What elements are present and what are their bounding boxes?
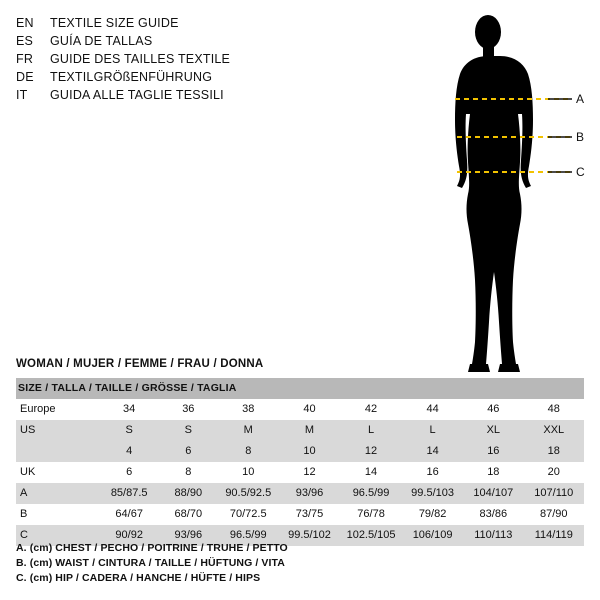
- table-cell: 90.5/92.5: [217, 483, 279, 504]
- table-cell: S: [159, 420, 217, 441]
- language-row: [16, 86, 346, 104]
- row-label: A: [16, 483, 99, 504]
- table-cell: 4: [99, 441, 159, 462]
- measure-label-c: C: [576, 165, 585, 179]
- table-cell: 8: [159, 462, 217, 483]
- table-cell: 36: [159, 399, 217, 420]
- table-cell: 107/110: [524, 483, 584, 504]
- table-cell: S: [99, 420, 159, 441]
- table-cell: 14: [402, 441, 463, 462]
- row-label: C: [16, 525, 99, 546]
- table-cell: 106/109: [402, 525, 463, 546]
- table-cell: 99.5/102: [279, 525, 340, 546]
- row-label: UK: [16, 462, 99, 483]
- table-cell: 64/67: [99, 504, 159, 525]
- table-row: [16, 462, 584, 483]
- table-row: [16, 420, 584, 441]
- table-band-label: SIZE / TALLA / TAILLE / GRÖSSE / TAGLIA: [16, 378, 584, 399]
- figure-area: [400, 8, 600, 378]
- measure-label-a: A: [576, 92, 585, 106]
- row-label: US: [16, 420, 99, 441]
- table-cell: 93/96: [279, 483, 340, 504]
- language-title: GUIDE DES TAILLES TEXTILE: [50, 52, 231, 66]
- language-header: [16, 14, 346, 104]
- table-cell: 12: [340, 441, 402, 462]
- table-cell: 87/90: [524, 504, 584, 525]
- table-cell: 10: [217, 462, 279, 483]
- table-row: [16, 441, 584, 462]
- table-cell: 102.5/105: [340, 525, 402, 546]
- row-label: B: [16, 504, 99, 525]
- table-cell: XL: [463, 420, 523, 441]
- language-title: TEXTILE SIZE GUIDE: [50, 16, 179, 30]
- table-cell: 85/87.5: [99, 483, 159, 504]
- table-band-row: [16, 378, 584, 399]
- table-cell: 16: [463, 441, 523, 462]
- language-title: GUIDA ALLE TAGLIE TESSILI: [50, 88, 224, 102]
- table-cell: XXL: [524, 420, 584, 441]
- footnote-a: A. (cm) CHEST / PECHO / POITRINE / TRUHE / PETTO: [16, 542, 288, 554]
- table-cell: 12: [279, 462, 340, 483]
- table-cell: 114/119: [524, 525, 584, 546]
- table-cell: 18: [524, 441, 584, 462]
- table-cell: 6: [99, 462, 159, 483]
- table-cell: 99.5/103: [402, 483, 463, 504]
- table-cell: 104/107: [463, 483, 523, 504]
- language-code: IT: [16, 88, 28, 102]
- table-cell: M: [279, 420, 340, 441]
- table-cell: 83/86: [463, 504, 523, 525]
- language-code: DE: [16, 70, 34, 84]
- table-cell: 44: [402, 399, 463, 420]
- table-cell: 8: [217, 441, 279, 462]
- table-cell: 38: [217, 399, 279, 420]
- table-cell: 76/78: [340, 504, 402, 525]
- table-cell: 79/82: [402, 504, 463, 525]
- table-cell: 90/92: [99, 525, 159, 546]
- table-group-title: WOMAN / MUJER / FEMME / FRAU / DONNA: [16, 358, 264, 370]
- table-cell: M: [217, 420, 279, 441]
- table-cell: 6: [159, 441, 217, 462]
- table-cell: L: [340, 420, 402, 441]
- row-label: Europe: [16, 399, 99, 420]
- table-cell: 40: [279, 399, 340, 420]
- table-row: [16, 504, 584, 525]
- language-row: [16, 50, 346, 68]
- table-cell: 73/75: [279, 504, 340, 525]
- table-row: [16, 399, 584, 420]
- language-code: FR: [16, 52, 34, 66]
- table-cell: 96.5/99: [217, 525, 279, 546]
- language-title: TEXTILGRÖßENFÜHRUNG: [50, 70, 213, 84]
- table-cell: 96.5/99: [340, 483, 402, 504]
- table-cell: 48: [524, 399, 584, 420]
- table-cell: 70/72.5: [217, 504, 279, 525]
- woman-silhouette-icon: [400, 8, 600, 378]
- measure-label-b: B: [576, 130, 585, 144]
- table-cell: 20: [524, 462, 584, 483]
- table-cell: 34: [99, 399, 159, 420]
- language-title: GUÍA DE TALLAS: [50, 34, 153, 48]
- table-cell: L: [402, 420, 463, 441]
- size-table: [16, 378, 584, 546]
- table-cell: 10: [279, 441, 340, 462]
- row-label: [16, 441, 99, 462]
- language-code: ES: [16, 34, 34, 48]
- table-cell: 18: [463, 462, 523, 483]
- table-cell: 93/96: [159, 525, 217, 546]
- language-row: [16, 14, 346, 32]
- table-cell: 68/70: [159, 504, 217, 525]
- table-cell: 14: [340, 462, 402, 483]
- footnote-b: B. (cm) WAIST / CINTURA / TAILLE / HÜFTUNG / VITA: [16, 557, 285, 569]
- table-cell: 88/90: [159, 483, 217, 504]
- language-row: [16, 32, 346, 50]
- footnote-c: C. (cm) HIP / CADERA / HANCHE / HÜFTE / HIPS: [16, 572, 261, 584]
- footnotes: [16, 541, 576, 586]
- table-row: [16, 483, 584, 504]
- language-row: [16, 68, 346, 86]
- table-cell: 46: [463, 399, 523, 420]
- table-cell: 16: [402, 462, 463, 483]
- language-code: EN: [16, 16, 34, 30]
- table-cell: 110/113: [463, 525, 523, 546]
- table-cell: 42: [340, 399, 402, 420]
